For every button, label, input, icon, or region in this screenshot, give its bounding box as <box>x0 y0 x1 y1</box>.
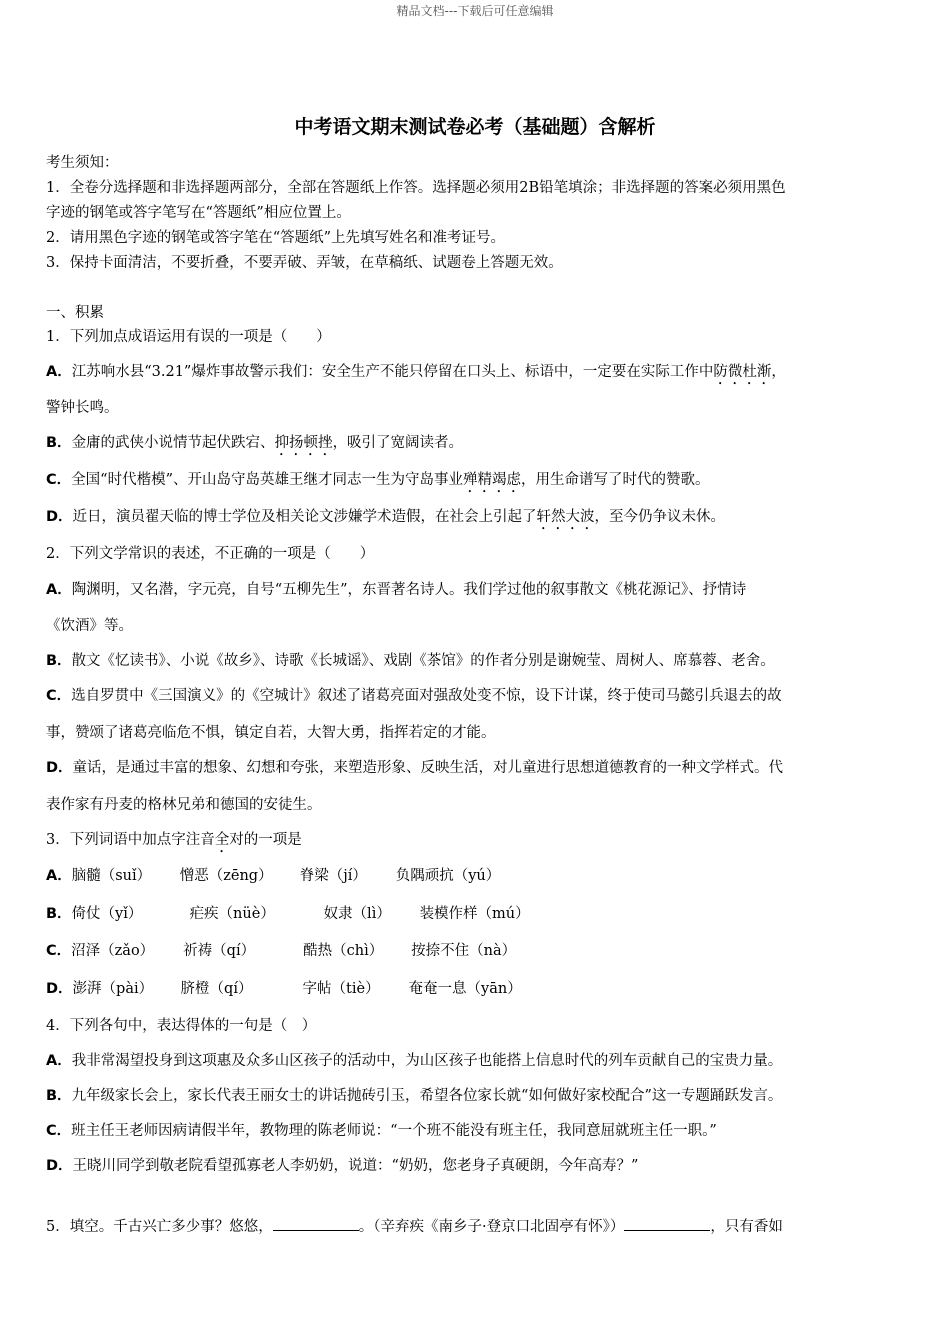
option-text: 我非常渴望投身到这项惠及众多山区孩子的活动中，为山区孩子也能搭上信息时代的列车贡献自己的宝贵力量。 <box>71 1053 783 1069</box>
pinyin-item: 祈祷（qí） <box>183 943 256 959</box>
option-text: 江苏响水县“3.21”爆炸事故警示我们：安全生产不能只停留在口头上、标语中，一定要在实际工作中 <box>71 364 714 380</box>
option-label: C． <box>46 688 72 704</box>
question-2-stem: 2．下列文学常识的表述，不正确的一项是（ ） <box>46 546 375 562</box>
pinyin-item: 酷热（chì） <box>303 943 384 959</box>
option-text: 选自罗贯中《三国演义》的《空城计》叙述了诸葛亮面对强敌处变不惊，设下计谋，终于使司马懿引兵退去的故 <box>71 688 782 704</box>
page-title: 中考语文期末测试卷必考（基础题）含解析 <box>294 116 656 138</box>
page-header: 精品文档---下载后可任意编辑 <box>396 4 554 18</box>
option-text: 金庸的武侠小说情节起伏跌宕、 <box>71 435 275 451</box>
stem-text: 3．下列词语中加点字注音 <box>46 832 215 848</box>
question-1-option-a <box>46 362 910 388</box>
option-label: D． <box>46 509 73 525</box>
answer-blank[interactable] <box>273 1216 359 1231</box>
option-label: C． <box>46 1123 72 1139</box>
question-4-stem: 4．下列各句中，表达得体的一句是（ ） <box>46 1018 317 1034</box>
dotted-idiom: 防微杜渐 <box>713 364 772 380</box>
question-2-option-b <box>46 651 910 671</box>
pinyin-item: 奄奄一息（yān） <box>408 981 522 997</box>
question-text: 。（辛弃疾《南乡子·登京口北固亭有怀》） <box>358 1219 625 1235</box>
option-label: C． <box>46 472 72 488</box>
question-4-option-c <box>46 1121 910 1141</box>
pinyin-item: 疟疾（nüè） <box>189 906 275 922</box>
question-2-option-c <box>46 686 910 706</box>
question-4-option-d <box>46 1156 910 1176</box>
question-3-option-a <box>46 866 910 886</box>
option-label: B． <box>46 653 72 669</box>
question-3-stem <box>46 830 910 856</box>
question-1-option-c <box>46 470 910 496</box>
option-text: 散文《忆读书》、小说《故乡》、诗歌《长城谣》、戏剧《茶馆》的作者分别是谢婉莹、周树人、席慕蓉、老舍。 <box>71 653 775 669</box>
question-2-option-d <box>46 758 910 778</box>
option-text: 陶渊明，又名潜，字元亮，自号“五柳先生”，东晋著名诗人。我们学过他的叙事散文《桃花源记》、抒情诗 <box>71 582 747 598</box>
option-text: ， <box>771 364 786 380</box>
pinyin-item: 按捺不住（nà） <box>411 943 517 959</box>
option-label: D． <box>46 1158 73 1174</box>
pinyin-item: 沼泽（zǎo） <box>71 943 155 959</box>
option-label: C． <box>46 943 72 959</box>
answer-blank[interactable] <box>624 1216 710 1231</box>
section-heading: 一、积累 <box>46 305 104 321</box>
notice-item: 2．请用黑色字迹的钢笔或答字笔在“答题纸”上先填写姓名和准考证号。 <box>46 230 506 246</box>
option-label: B． <box>46 435 72 451</box>
dotted-idiom: 轩然大波 <box>536 509 595 525</box>
pinyin-item: 字帖（tiè） <box>302 981 380 997</box>
pinyin-item: 脊梁（jí） <box>299 868 367 884</box>
pinyin-item: 装模作样（mú） <box>419 906 530 922</box>
notice-item: 3．保持卡面清洁，不要折叠，不要弄破、弄皱，在草稿纸、试题卷上答题无效。 <box>46 255 563 271</box>
notice-item: 字迹的钢笔或答字笔写在“答题纸”相应位置上。 <box>46 205 351 221</box>
question-1-stem: 1．下列加点成语运用有误的一项是（ ） <box>46 329 331 345</box>
question-4-option-a <box>46 1051 910 1071</box>
option-text: 班主任王老师因病请假半年，教物理的陈老师说：“一个班不能没有班主任，我同意屈就班主任一职。” <box>71 1123 717 1139</box>
option-label: A． <box>46 364 72 380</box>
option-label: A． <box>46 868 72 884</box>
option-label: B． <box>46 906 72 922</box>
question-5 <box>46 1216 910 1237</box>
dotted-idiom: 抑扬顿挫 <box>274 435 333 451</box>
option-text: 童话，是通过丰富的想象、幻想和夸张，来塑造形象、反映生活，对儿童进行思想道德教育的一种文学样式。代 <box>72 760 784 776</box>
question-2-option-a <box>46 580 910 600</box>
notice-item: 1．全卷分选择题和非选择题两部分，全部在答题纸上作答。选择题必须用2B铅笔填涂；非选择题的答案必须用黑色 <box>46 180 786 196</box>
stem-text: 对的一项是 <box>229 832 302 848</box>
pinyin-item: 憎恶（zēng） <box>179 868 273 884</box>
dotted-char: 全 <box>214 832 230 848</box>
option-text: 王晓川同学到敬老院看望孤寡老人李奶奶，说道：“奶奶，您老身子真硬朗，今年高寿？” <box>72 1158 639 1174</box>
question-2-option-d-cont: 表作家有丹麦的格林兄弟和德国的安徒生。 <box>46 797 322 813</box>
option-text: ，至今仍争议未休。 <box>594 509 726 525</box>
pinyin-item: 奴隶（lì） <box>323 906 391 922</box>
question-3-option-b <box>46 904 910 924</box>
option-text: ，吸引了宽阔读者。 <box>332 435 464 451</box>
pinyin-item: 脑髓（suǐ） <box>71 868 152 884</box>
notice-heading: 考生须知： <box>46 155 119 171</box>
question-1-option-d <box>46 507 910 533</box>
question-1-option-a-cont: 警钟长鸣。 <box>46 400 119 416</box>
pinyin-item: 脐橙（qí） <box>180 981 253 997</box>
dotted-idiom: 殚精竭虑 <box>462 472 521 488</box>
question-2-option-c-cont: 事，赞颂了诸葛亮临危不惧，镇定自若，大智大勇，指挥若定的才能。 <box>46 725 496 741</box>
option-text: 近日，演员翟天临的博士学位及相关论文涉嫌学术造假，在社会上引起了 <box>72 509 537 525</box>
option-text: ，用生命谱写了时代的赞歌。 <box>520 472 710 488</box>
question-1-option-b <box>46 433 910 459</box>
question-3-option-d <box>46 979 910 999</box>
question-text: 5．填空。千古兴亡多少事？悠悠， <box>46 1219 273 1235</box>
question-4-option-b <box>46 1086 910 1106</box>
option-label: D． <box>46 981 73 997</box>
option-text: 九年级家长会上，家长代表王丽女士的讲话抛砖引玉，希望各位家长就“如何做好家校配合”这一专题踊跃发言。 <box>71 1088 783 1104</box>
pinyin-item: 倚仗（yǐ） <box>71 906 143 922</box>
pinyin-item: 负隅顽抗（yú） <box>395 868 501 884</box>
question-text: ，只有香如 <box>710 1219 783 1235</box>
option-label: B． <box>46 1088 72 1104</box>
option-label: A． <box>46 1053 72 1069</box>
pinyin-item: 澎湃（pài） <box>72 981 154 997</box>
option-label: A． <box>46 582 72 598</box>
option-label: D． <box>46 760 73 776</box>
question-2-option-a-cont: 《饮酒》等。 <box>46 618 133 634</box>
option-text: 全国“时代楷模”、开山岛守岛英雄王继才同志一生为守岛事业 <box>71 472 463 488</box>
question-3-option-c <box>46 941 910 961</box>
